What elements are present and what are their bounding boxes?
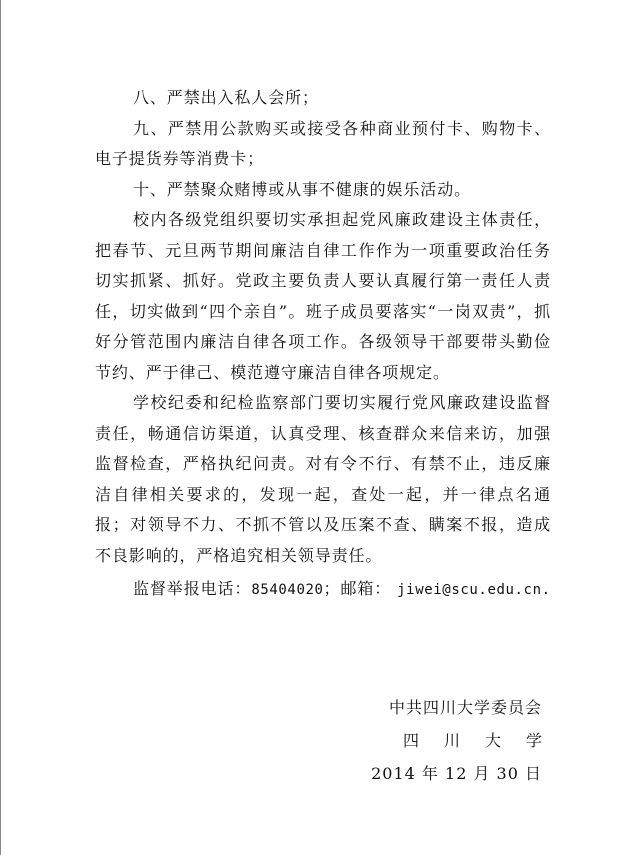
rule-item-10: 十、严禁聚众赌博或从事不健康的娱乐活动。 <box>133 179 472 199</box>
party-responsibility-paragraph: 校内各级党组织要切实承担起党风廉政建设主体责任，把春节、元旦两节期间廉洁自律工作作为一项重要政治任务切实抓紧、抓好。党政主要负责人要认真履行第一责任人责任，切实做到“四个亲自”。班子成员要落实“一岗双责”，抓好分管范围内廉洁自律各项工作。各级领导干部要带头勤俭节约、严于律己、模范遵守廉洁自律各项规定。 <box>95 210 551 382</box>
phone-label: 监督举报电话： <box>133 579 252 598</box>
contact-separator: ； <box>323 579 341 598</box>
committee-name: 中共四川大学委员会 <box>388 698 542 717</box>
rule-item-9: 九、严禁用公款购买或接受各种商业预付卡、购物卡、电子提货券等消费卡； <box>95 118 551 168</box>
rule-item-8: 八、严禁出入私人会所； <box>133 88 319 107</box>
page-left-border <box>0 0 1 855</box>
supervision-paragraph: 学校纪委和纪检监察部门要切实履行党风廉政建设监督责任，畅通信访渠道，认真受理、核查群众来信来访，加强监督检查，严格执纪问责。对有令不行、有禁不止，违反廉洁自律相关要求的，发现一起，查处一起，并一律点名通报；对领导不力、不抓不管以及压案不查、瞒案不报，造成不良影响的，严格追究相关领导责任。 <box>95 393 551 565</box>
signature-block <box>371 691 567 790</box>
email-address: jiwei@scu.edu.cn. <box>397 582 551 598</box>
university-name: 四川大学 <box>402 731 567 750</box>
issue-date: 2014 年 12 月 30 日 <box>371 764 542 783</box>
contact-line <box>95 574 551 605</box>
phone-number: 85404020 <box>251 582 324 598</box>
document-body <box>95 83 551 605</box>
email-label: 邮箱： <box>340 579 392 598</box>
